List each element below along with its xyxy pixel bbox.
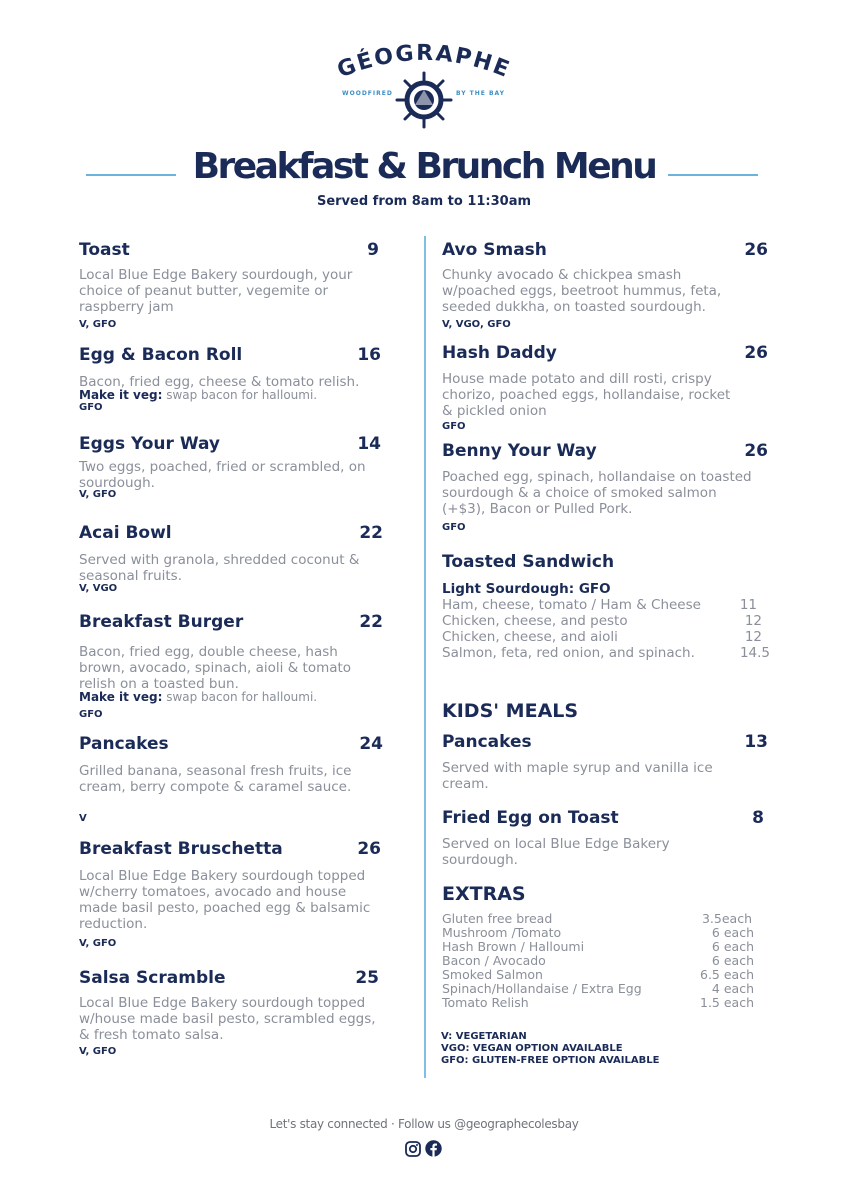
item-price: 14 [357, 434, 381, 454]
logo-mark [324, 40, 524, 130]
item-price: 26 [744, 343, 768, 363]
page-title: Breakfast & Brunch Menu [192, 146, 656, 187]
item-dietary-tags: GFO [79, 709, 103, 720]
instagram-icon[interactable] [405, 1141, 421, 1157]
item-name: Breakfast Burger [79, 612, 244, 632]
item-name: Hash Daddy [442, 343, 557, 363]
sandwich-label: Ham, cheese, tomato / Ham & Cheese [442, 597, 701, 613]
sandwich-row [442, 613, 765, 629]
legend-vegetarian: V: VEGETARIAN [441, 1031, 527, 1042]
item-name: Pancakes [79, 734, 169, 754]
facebook-icon[interactable] [425, 1140, 442, 1157]
extras-price: 1.5 each [700, 995, 754, 1010]
item-price: 9 [367, 240, 379, 260]
item-price: 8 [752, 808, 764, 828]
extras-row [442, 967, 754, 981]
extras-row [442, 953, 754, 967]
extras-price: 6 each [711, 953, 754, 968]
item-price: 22 [359, 612, 383, 632]
dietary-legend [441, 1031, 659, 1067]
item-dietary-tags: V, VGO [79, 583, 118, 594]
item-description: Bacon, fried egg, double cheese, hash brown, avocado, spinach, aioli & tomato relish on a toasted bun. [79, 644, 352, 692]
extras-label: Mushroom /Tomato [442, 925, 562, 940]
extras-price: 6 each [711, 925, 754, 940]
item-price: 13 [744, 732, 768, 752]
menu-item-breakfast-burger [79, 612, 383, 724]
extras-row [442, 939, 754, 953]
make-it-veg-label: Make it veg: [79, 388, 163, 402]
item-name: Salsa Scramble [79, 968, 226, 988]
menu-item-avo-smash [442, 240, 768, 335]
footer-follow-text: Let's stay connected · Follow us @geographecolesbay [269, 1117, 579, 1131]
item-dietary-tags: V, GFO [79, 938, 117, 949]
sandwich-row [442, 597, 765, 613]
item-description: Local Blue Edge Bakery sourdough topped w/cherry tomatoes, avocado and house made basil pesto, poached egg & balsamic reduction. [79, 868, 371, 932]
item-name: Breakfast Bruschetta [79, 839, 283, 859]
item-dietary-tags: GFO [442, 421, 466, 432]
item-name: Acai Bowl [79, 523, 172, 543]
legend-gluten-free-option: GFO: GLUTEN-FREE OPTION AVAILABLE [441, 1055, 660, 1066]
extras-row [442, 911, 754, 925]
item-description: Local Blue Edge Bakery sourdough, your choice of peanut butter, vegemite or raspberry jam [79, 267, 353, 315]
extras-label: Bacon / Avocado [442, 953, 546, 968]
item-description: Grilled banana, seasonal fresh fruits, ice cream, berry compote & caramel sauce. [79, 763, 352, 795]
item-dietary-tags: V, VGO, GFO [442, 319, 511, 330]
menu-item-egg-bacon-roll [79, 345, 381, 415]
sandwich-row [442, 629, 765, 645]
item-price: 26 [357, 839, 381, 859]
item-dietary-tags: GFO [442, 522, 466, 533]
extras-label: Smoked Salmon [442, 967, 543, 982]
menu-item-eggs-your-way [79, 434, 381, 504]
kids-item-fried-egg-on-toast [442, 808, 764, 873]
menu-item-salsa-scramble [79, 968, 379, 1063]
extras-label: Spinach/Hollandaise / Extra Egg [442, 981, 642, 996]
legend-vegan-option: VGO: VEGAN OPTION AVAILABLE [441, 1043, 623, 1054]
make-it-veg-note [79, 690, 379, 704]
item-description: Local Blue Edge Bakery sourdough topped w/house made basil pesto, scrambled eggs, & fresh tomato salsa. [79, 995, 376, 1043]
sandwich-price: 14.5 [739, 645, 770, 661]
sandwich-label: Chicken, cheese, and aioli [442, 629, 618, 645]
extras-row [442, 981, 754, 995]
make-it-veg-note [79, 388, 379, 402]
svg-text:GÉOGRAPHE: GÉOGRAPHE [333, 40, 515, 84]
item-name: Fried Egg on Toast [442, 808, 619, 828]
column-divider [424, 236, 426, 1078]
item-name: Toast [79, 240, 130, 260]
item-dietary-tags: V, GFO [79, 319, 117, 330]
item-dietary-tags: V [79, 813, 87, 824]
menu-item-acai-bowl [79, 523, 383, 598]
extras-heading: EXTRAS [442, 883, 526, 905]
logo-tag-left: WOODFIRED [342, 90, 393, 97]
brand-logo [324, 40, 524, 130]
item-name: Eggs Your Way [79, 434, 220, 454]
extras-price: 6 each [711, 939, 754, 954]
menu-item-toast [79, 240, 379, 330]
extras-price: 6.5 each [700, 967, 754, 982]
make-it-veg-text: swap bacon for halloumi. [162, 690, 318, 704]
sandwich-price: 12 [744, 629, 762, 645]
make-it-veg-label: Make it veg: [79, 690, 163, 704]
sandwich-label: Chicken, cheese, and pesto [442, 613, 628, 629]
item-description: Served with granola, shredded coconut & seasonal fruits. [79, 552, 360, 584]
sandwich-price: 12 [744, 613, 762, 629]
item-description: Served on local Blue Edge Bakery sourdough. [442, 836, 670, 868]
item-description: Served with maple syrup and vanilla ice cream. [442, 760, 713, 792]
item-price: 22 [359, 523, 383, 543]
item-name: Egg & Bacon Roll [79, 345, 243, 365]
kids-item-pancakes [442, 732, 768, 797]
item-price: 26 [744, 441, 768, 461]
item-price: 25 [355, 968, 379, 988]
sandwich-price: 11 [739, 597, 757, 613]
make-it-veg-text: swap bacon for halloumi. [162, 388, 318, 402]
item-price: 16 [357, 345, 381, 365]
toasted-sandwich-section [442, 552, 772, 664]
sandwich-bread-note: Light Sourdough: GFO [442, 581, 611, 597]
extras-row [442, 995, 754, 1009]
sandwich-row [442, 645, 770, 661]
item-price: 24 [359, 734, 383, 754]
page-subtitle: Served from 8am to 11:30am [316, 194, 532, 209]
item-name: Avo Smash [442, 240, 547, 260]
item-dietary-tags: GFO [79, 402, 103, 413]
extras-label: Gluten free bread [442, 911, 553, 926]
extras-label: Tomato Relish [442, 995, 529, 1010]
item-name: Benny Your Way [442, 441, 597, 461]
extras-price: 3.5each [701, 911, 752, 926]
menu-item-hash-daddy [442, 343, 768, 438]
item-description: House made potato and dill rosti, crispy chorizo, poached eggs, hollandaise, rocket & pickled onion [442, 371, 731, 419]
item-description: Chunky avocado & chickpea smash w/poached eggs, beetroot hummus, feta, seeded dukkha, on toasted sourdough. [442, 267, 722, 315]
menu-item-pancakes [79, 734, 383, 829]
item-description: Bacon, fried egg, cheese & tomato relish. [79, 374, 360, 390]
extras-row [442, 925, 754, 939]
social-icons [404, 1140, 444, 1158]
item-dietary-tags: V, GFO [79, 489, 117, 500]
item-price: 26 [744, 240, 768, 260]
extras-price: 4 each [711, 981, 754, 996]
extras-label: Hash Brown / Halloumi [442, 939, 585, 954]
section-title: Toasted Sandwich [442, 552, 615, 572]
sandwich-label: Salmon, feta, red onion, and spinach. [442, 645, 695, 661]
item-name: Pancakes [442, 732, 532, 752]
item-description: Two eggs, poached, fried or scrambled, on sourdough. [79, 459, 366, 491]
item-dietary-tags: V, GFO [79, 1046, 117, 1057]
item-description: Poached egg, spinach, hollandaise on toasted sourdough & a choice of smoked salmon (+$3), Bacon or Pulled Pork. [442, 469, 752, 517]
kids-meals-heading: KIDS' MEALS [442, 700, 579, 722]
menu-item-benny-your-way [442, 441, 768, 541]
menu-item-breakfast-bruschetta [79, 839, 381, 954]
logo-tag-right: BY THE BAY [456, 90, 505, 97]
